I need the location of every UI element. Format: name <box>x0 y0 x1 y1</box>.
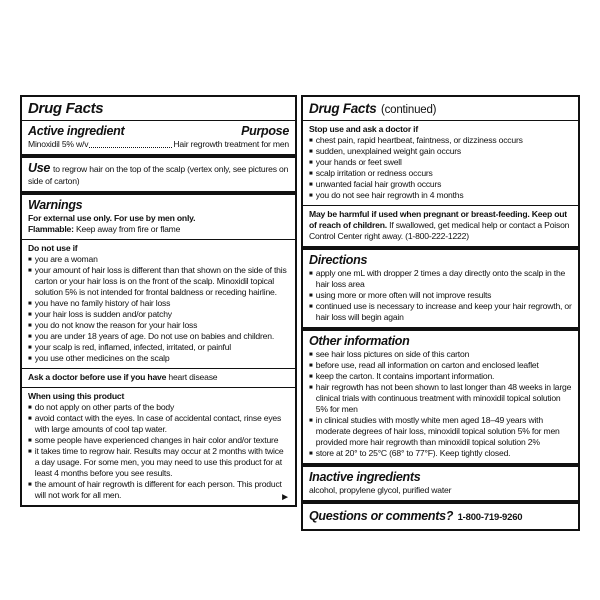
list-item <box>28 435 289 446</box>
list-item <box>28 446 289 479</box>
bullet-square-icon: ■ <box>28 415 32 422</box>
directions-heading: Directions <box>309 253 368 267</box>
list-item <box>28 331 289 342</box>
drug-facts-title: Drug Facts <box>28 100 104 117</box>
list-item-text: you do not see hair regrowth in 4 months <box>315 190 464 200</box>
list-item <box>28 309 289 320</box>
bullet-square-icon: ■ <box>309 192 313 199</box>
list-item-text: the amount of hair regrowth is different for each person. This product will not work for all men. <box>34 479 282 500</box>
directions-list <box>309 268 572 323</box>
list-item-text: keep the carton. It contains important information. <box>315 371 495 381</box>
list-item-text: sudden, unexplained weight gain occurs <box>315 146 462 156</box>
when-using-list <box>28 402 289 501</box>
bullet-square-icon: ■ <box>309 450 313 457</box>
list-item-text: you have no family history of hair loss <box>34 298 171 308</box>
bullet-square-icon: ■ <box>309 373 313 380</box>
bullet-square-icon: ■ <box>309 351 313 358</box>
harmful-warning-section <box>303 205 578 246</box>
list-item <box>28 353 289 364</box>
continued-label: (continued) <box>380 104 437 116</box>
list-item <box>309 290 572 301</box>
flammable-text: Keep away from fire or flame <box>75 224 181 234</box>
bullet-square-icon: ■ <box>309 159 313 166</box>
inactive-ingredients-section <box>303 463 578 500</box>
bullet-square-icon: ■ <box>28 256 32 263</box>
bullet-square-icon: ■ <box>309 137 313 144</box>
list-item-text: unwanted facial hair growth occurs <box>315 179 442 189</box>
list-item-text: apply one mL with dropper 2 times a day directly onto the scalp in the hair loss area <box>315 268 566 289</box>
list-item <box>309 190 572 201</box>
list-item <box>309 301 572 323</box>
list-item <box>309 415 572 448</box>
list-item <box>309 135 572 146</box>
other-information-section <box>303 327 578 463</box>
do-not-use-list <box>28 254 289 364</box>
bullet-square-icon: ■ <box>28 322 32 329</box>
use-heading: Use <box>28 161 51 175</box>
left-panel <box>20 95 297 507</box>
directions-section <box>303 246 578 327</box>
swallowed-text: If swallowed, get medical help or contact a Poison Control Center right away. (1-800-222-1222) <box>309 220 570 241</box>
inactive-ingredients-heading: Inactive ingredients <box>309 470 421 484</box>
bullet-square-icon: ■ <box>28 437 32 444</box>
when-using-heading: When using this product <box>28 391 125 401</box>
list-item-text: store at 20° to 25°C (68° to 77°F). Keep tightly closed. <box>315 448 511 458</box>
flammable-label: Flammable: <box>28 224 74 234</box>
list-item-text: you are under 18 years of age. Do not use on babies and children. <box>34 331 275 341</box>
inactive-ingredients-text: alcohol, propylene glycol, purified water <box>309 485 452 495</box>
list-item-text: hair regrowth has not been shown to last longer than 48 weeks in large clinical trials with continuous treatment with minoxidil topical solution 5% for men <box>315 382 572 414</box>
active-ingredient-section <box>22 121 295 154</box>
bullet-square-icon: ■ <box>309 148 313 155</box>
use-text: to regrow hair on the top of the scalp (vertex only, see pictures on side of carton) <box>28 164 289 186</box>
list-item <box>28 320 289 331</box>
list-item <box>28 254 289 265</box>
list-item <box>28 402 289 413</box>
list-item <box>309 168 572 179</box>
list-item-text: your scalp is red, inflamed, infected, irritated, or painful <box>34 342 232 352</box>
stop-use-section <box>303 121 578 205</box>
list-item-text: it takes time to regrow hair. Results may occur at 2 months with twice a day usage. For some men, you may need to use this product for at least 4 months before you see results. <box>34 446 284 478</box>
bullet-square-icon: ■ <box>309 270 313 277</box>
bullet-square-icon: ■ <box>28 448 32 455</box>
list-item-text: avoid contact with the eyes. In case of accidental contact, rinse eyes with large amounts of cool tap water. <box>34 413 282 434</box>
bullet-square-icon: ■ <box>28 355 32 362</box>
other-information-list <box>309 349 572 459</box>
list-item <box>28 413 289 435</box>
list-item-text: chest pain, rapid heartbeat, faintness, or dizziness occurs <box>315 135 523 145</box>
list-item <box>309 448 572 459</box>
list-item-text: you use other medicines on the scalp <box>34 353 170 363</box>
list-item-text: continued use is necessary to increase and keep your hair regrowth, or hair loss will begin again <box>315 301 572 322</box>
dotted-leader <box>89 147 172 148</box>
bullet-square-icon: ■ <box>28 481 32 488</box>
bullet-square-icon: ■ <box>309 303 313 310</box>
warnings-section <box>22 191 295 239</box>
questions-phone: 1-800-719-9260 <box>457 512 523 523</box>
ask-doctor-section <box>22 368 295 387</box>
bullet-square-icon: ■ <box>309 417 313 424</box>
pregnant-warning-text: May be harmful if used when pregnant or breast-feeding. <box>309 209 530 219</box>
list-item-text: before use, read all information on carton and enclosed leaflet <box>315 360 539 370</box>
warnings-heading: Warnings <box>28 198 83 212</box>
list-item-text: your hair loss is sudden and/or patchy <box>34 309 172 319</box>
keep-out-of-reach-text: Keep out of reach of children. <box>309 209 567 230</box>
drug-facts-continued-title-section <box>303 97 578 121</box>
list-item <box>28 479 289 501</box>
bullet-square-icon: ■ <box>309 362 313 369</box>
questions-heading: Questions or comments? <box>309 509 454 523</box>
continuation-arrow-icon: ► <box>280 492 290 503</box>
list-item <box>309 157 572 168</box>
bullet-square-icon: ■ <box>28 311 32 318</box>
list-item <box>309 371 572 382</box>
active-ingredient-value: Minoxidil 5% w/v <box>28 139 89 149</box>
use-section <box>22 154 295 191</box>
list-item-text: see hair loss pictures on side of this carton <box>315 349 470 359</box>
do-not-use-section <box>22 239 295 368</box>
list-item <box>28 265 289 298</box>
list-item-text: you do not know the reason for your hair loss <box>34 320 198 330</box>
list-item-text: some people have experienced changes in hair color and/or texture <box>34 435 279 445</box>
list-item-text: your hands or feet swell <box>315 157 402 167</box>
list-item-text: using more or more often will not improve results <box>315 290 492 300</box>
do-not-use-heading: Do not use if <box>28 243 78 253</box>
list-item <box>309 146 572 157</box>
ask-doctor-bold-text: Ask a doctor before use if you have <box>28 372 167 382</box>
stop-use-list <box>309 135 572 201</box>
bullet-square-icon: ■ <box>309 384 313 391</box>
list-item <box>309 268 572 290</box>
purpose-heading: Purpose <box>241 124 289 138</box>
list-item <box>28 342 289 353</box>
stop-use-heading: Stop use and ask a doctor if <box>309 124 419 134</box>
active-ingredient-heading: Active ingredient <box>28 124 125 138</box>
list-item-text: do not apply on other parts of the body <box>34 402 175 412</box>
bullet-square-icon: ■ <box>28 404 32 411</box>
drug-facts-continued-title: Drug Facts <box>309 101 377 116</box>
list-item <box>309 179 572 190</box>
list-item-text: in clinical studies with mostly white men aged 18–49 years with moderate degrees of hair loss, minoxidil topical solution 5% for men provided more hair regrowth than minoxidil topical solution 2% <box>315 415 560 447</box>
bullet-square-icon: ■ <box>309 170 313 177</box>
when-using-section <box>22 387 295 505</box>
list-item-text: scalp irritation or redness occurs <box>315 168 433 178</box>
bullet-square-icon: ■ <box>309 292 313 299</box>
ask-doctor-text: heart disease <box>168 372 218 382</box>
drug-facts-title-section <box>22 97 295 121</box>
list-item <box>309 382 572 415</box>
list-item <box>309 360 572 371</box>
bullet-square-icon: ■ <box>28 344 32 351</box>
purpose-value: Hair regrowth treatment for men <box>173 139 289 149</box>
other-information-heading: Other information <box>309 334 410 348</box>
bullet-square-icon: ■ <box>309 181 313 188</box>
list-item <box>28 298 289 309</box>
list-item <box>309 349 572 360</box>
bullet-square-icon: ■ <box>28 300 32 307</box>
list-item-text: you are a woman <box>34 254 98 264</box>
right-panel <box>301 95 580 531</box>
drug-facts-label <box>20 95 580 531</box>
list-item-text: your amount of hair loss is different than that shown on the side of this carton or your hair loss is on the front of the scalp. Minoxidil topical solution 5% is not intended for frontal baldness or receding hairline. <box>34 265 287 297</box>
bullet-square-icon: ■ <box>28 333 32 340</box>
external-use-text: For external use only. For use by men only. <box>28 213 196 223</box>
questions-section <box>303 500 578 529</box>
bullet-square-icon: ■ <box>28 267 32 274</box>
